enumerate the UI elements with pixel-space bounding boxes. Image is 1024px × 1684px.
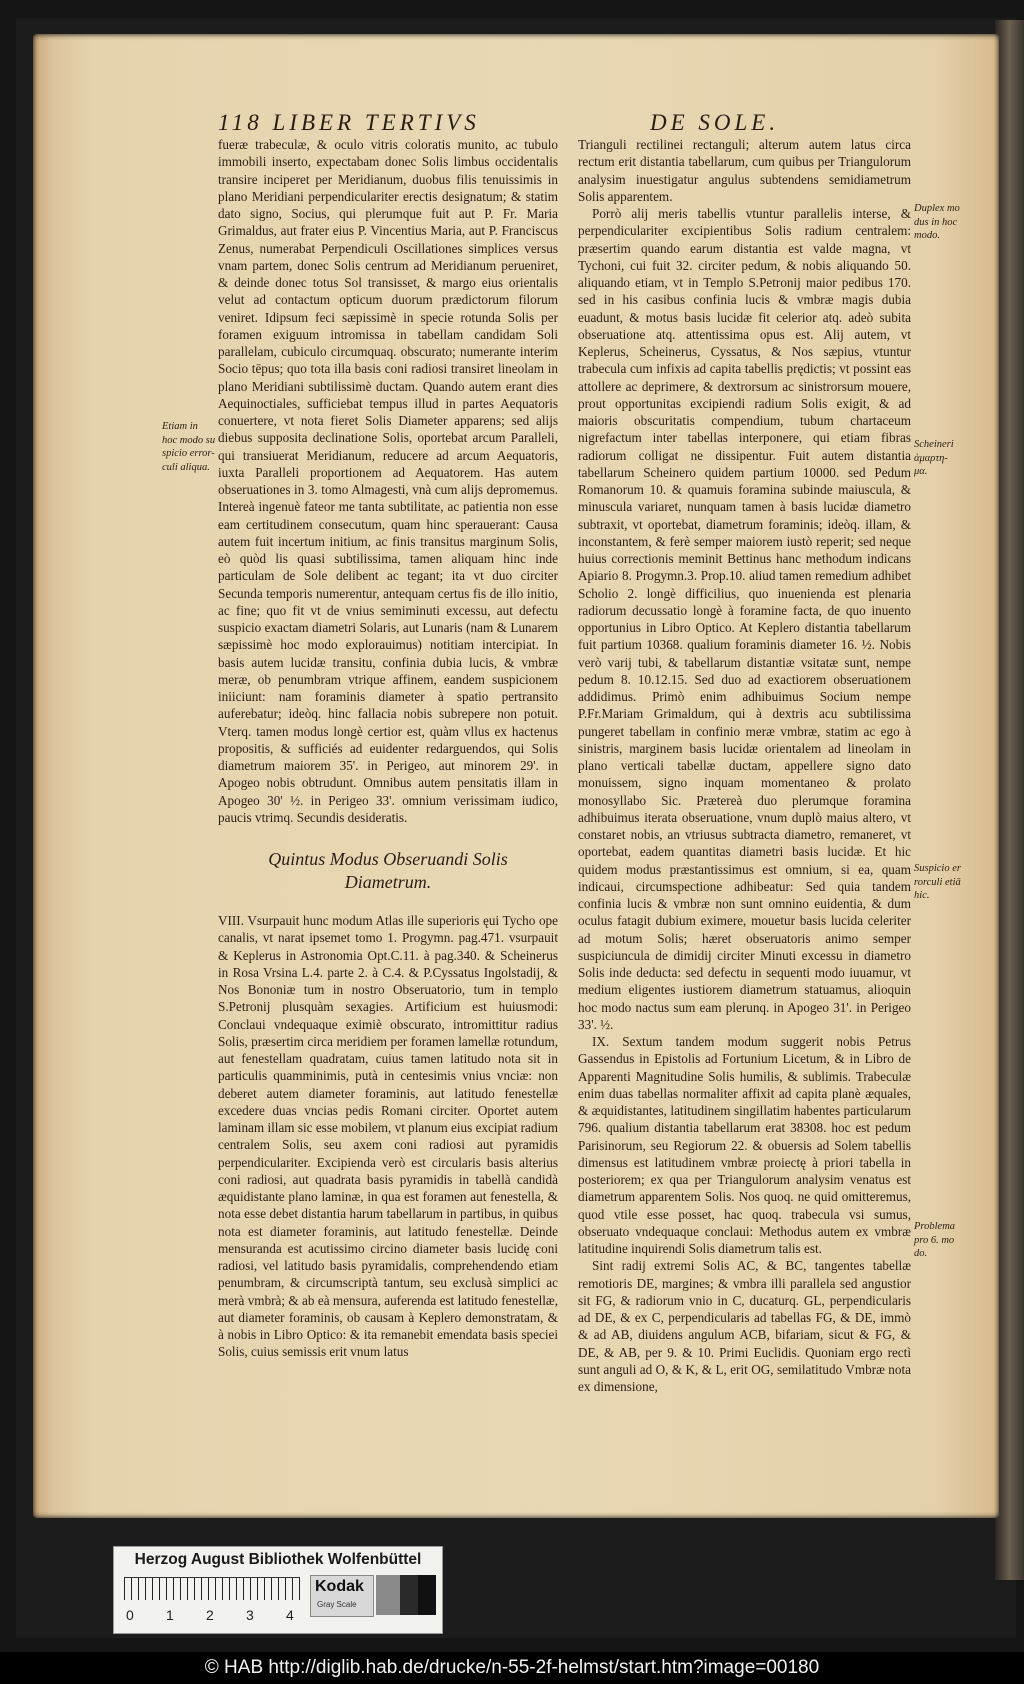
kodak-gray-scale: [310, 1575, 374, 1617]
copyright-footer: © HAB http://diglib.hab.de/drucke/n-55-2f-helmst/start.htm?image=00180: [0, 1652, 1024, 1684]
left-paragraph-1: fueræ trabeculæ, & oculo vitris coloratis munito, ac tubulo immobili inserto, expectabam donec Solis limbus occidentalis transire inciperet per Meridianum, duobus filis tenuissimis in plano Meridiani perpendiculariter erectis designatum; & statim dato signo, Socius, qui plerumque fuit aut P. Fr. Maria Grimaldus, aut frater eius P. Vincentius Maria, aut P. Franciscus Zenus, numerabat Perpendiculi Oscillationes simplices versus vnam partem, donec Solis centrum ad Meridianum perueniret, & deinde donec totus Sol transisset, & margo eius orientalis velut ad contactum opticum duorum prædictorum filorum veniret. Idipsum feci sæpissimè in specie rotunda Solis per foramen exiguum intromissa in tabellam candidam Soli parallelam, cubiculo circumquaq. obscurato; numerante interim Socio tēpus; quo tota illa basis coni radiosi transiret lineolam in plano Meridiani subtilissimè ductam. Quando autem erant dies Aequinoctiales, sufficiebat tempus illud in partes Aequatoris conuertere, vt nota fieret Solis Diameter apparens; sed alijs diebus supposita declinatione Solis, oportebat arcum Paralleli, qui transiuerat Meridianum, reducere ad arcum Aequatoris, iuxta Paralleli proportionem ad Aequatorem. Has autem obseruationes in 3. tomo Almagesti, vnà cum alijs depromemus. Intereà ingenuè fateor me tanta subtilitate, ac patientia non esse eam certitudinem consecutum, quam hinc sperauerant: Causa autem fuit incertum initium, ac finis transitus marginum Solis, eò quòd lis quasi subtilissima, tamen aliquam hinc inde particulam de Sole delibent ac tegant; ita vt duo circiter Secunda temporis numerentur, antequam certus fis de illo initio, ac fine; quo fit vt de vnius semiminuti excessu, aut defectu suspicio exactam diametri Solaris, aut Lunaris (nam & Lunarem sæpissimè hoc modo explorauimus) notitiam intercipiat. In basis autem lucidæ transitu, confinia dubia lucis, & vmbræ meræ, ob penumbram vtrique affinem, eandem suspicionem iniiciunt: nam foraminis diameter à spatio pertransito auferebatur; ideòq. hinc fallacia nobis subrepere non potuit. Vterq. tamen modus longè certior est, quàm vllus ex hactenus propositis, & sufficiés ad euidenter redarguendos, qui Solis diametrum maiorem 35'. in Perigeo, aut minorem 29'. in Apogeo nobis obtrudunt. Omnibus autem pensitatis illam in Apogeo 30' ½. in Perigeo 33'. omnium verissimam iudico, paucis vtrimq. Secundis desideratis.: [218, 137, 558, 825]
gray-patch-dark: [400, 1575, 418, 1615]
margin-note-right-2: Scheineri ἁμαρτη- μα.: [914, 439, 954, 477]
right-paragraph-3: IX. Sextum tandem modum suggerit nobis Petrus Gassendus in Epistolis ad Fortunium Licetum, & in Libro de Apparenti Magnitudine Solis humilis, & sublimis. Trabeculæ enim duas tabellas normaliter affixit ad capita planè æquales, & æquidistantes, latitudinem singillatim habentes particularum 796. qualium distantia tabellarum erat 38308. hoc est pedum Parisinorum, seu Regiorum 22. & obuersis ad Solem tabellis dimensus est latitudinem vmbræ proiectę à priori tabella in posteriorem; ex qua per Triangulorum analysim venatus est diametrum apparentem Solis. Nos quoq. ne quid omitteremus, quod vtile esse posset, hac quoq. trabecula vsi sumus, obseruato vndequaque conclaui: Methodus autem ex vmbræ latitudine inquirendi Solis diametrum talis est.: [578, 1034, 911, 1256]
section-title-line1: Quintus Modus Obseruandi Solis: [268, 849, 508, 869]
right-title: DE SOLE.: [650, 110, 780, 135]
right-paragraph-1: Trianguli rectilinei rectanguli; alterum autem latus circa rectum erit distantia tabellarum, cum quibus per Triangulorum analysim inuestigatur angulus subtendens semidiametrum Solis apparentem.: [578, 137, 911, 204]
left-title: LIBER TERTIVS: [272, 110, 480, 135]
section-title-line2: Diametrum.: [344, 872, 432, 892]
kodak-brand: Kodak: [315, 1578, 364, 1595]
margin-note-right-4: Problema pro 6. mo do.: [914, 1221, 956, 1259]
right-paragraph-4: Sint radij extremi Solis AC, & BC, tangentes tabellæ remotioris DE, margines; & vmbra illi parallela sed angustior sit FG, & radiorum vnio in C, ducaturq. GL, perpendicularis ad DE, & ex C, perpendicularis ad tabellas FG, & DE, immò & ad AB, diuidens angulum ACB, bifariam, sicut & FG, & DE, & AB, per 9. & 10. Primi Euclidis. Quoniam ergo rectì sunt anguli ad O, & K, & L, erit OG, semilatitudo Vmbræ nota ex dimensione,: [578, 1258, 911, 1394]
left-column: [218, 136, 558, 1361]
gray-patch-mid: [376, 1575, 400, 1615]
running-head-left: [218, 110, 480, 136]
kodak-subtitle: Gray Scale: [317, 1600, 357, 1609]
margin-note-right-1: Duplex mo dus in hoc modo.: [914, 203, 960, 241]
book-gutter: [995, 20, 1024, 1580]
left-paragraph-2: VIII. Vsurpauit hunc modum Atlas ille superioris ęui Tycho ope canalis, vt narat ipsemet tomo 1. Progymn. pag.471. vsurpauit & Keplerus in Astronomia Opt.C.11. à pag.340. & Scheinerus in Rosa Vrsina L.4. parte 2. à C.4. & P.Cyssatus Ingolstadij, & Nos Bononiæ tum in nostro Obseruatorio, tum in templo S.Petronij plusquàm sexagies. Artificium est huiusmodi: Conclaui vndequaque eximiè obscurato, intromittitur radius Solis, præsertim circa meridiem per foramen lamellæ rotundum, aut fenestellam quadratam, cuius tamen latitudo nota sit in particulis quamminimis, putà in centesimis vnius vnciæ: non deberet autem diameter foraminis, aut latitudo fenestellæ excedere duas vncias pedis Romani circiter. Oportet autem laminam illam sic esse mobilem, vt planum eius excipiat radium centralem Solis, seu axem coni radiosi aut pyramidis perpendiculariter. Excipienda verò est circularis basis alterius coni radiosi, aut quadrata basis pyramidis in tabellà candidà æquidistante plano laminæ, in qua est foramen aut fenestella, & nota esse debet distantia harum tabellarum in partibus, in quibus nota est diameter foraminis, aut latitudo fenestellæ. Deinde mensuranda est acutissimo circino diameter basis lucidę coni radiosi, vel latitudo basis pyramidalis, comprehendendo etiam penumbram, & circumscriptà tantum, seu exclusà simplici ac merà vmbrà; & ab eà mensura, auferenda est latitudo fenestellæ, aut diameter foraminis, ob causam à Keplero demonstratam, & à nobis in Libro Optico: & ita remanebit emendata basis speciei Solis, cuius semissis erit vnum latus: [218, 913, 558, 1360]
page-number: 118: [218, 110, 263, 135]
margin-note-left: Etiam in hoc modo su spicio error- culi aliqua.: [162, 421, 216, 473]
margin-note-right-3: Suspicio er rorculi etiā hic.: [914, 863, 961, 901]
section-heading: [218, 848, 558, 894]
color-calibration-card: Herzog August Bibliothek Wolfenbüttel 0 1 2 3 4 Kodak Gray Scale: [113, 1546, 443, 1634]
right-paragraph-2: Porrò alij meris tabellis vtuntur parallelis interse, & perpendiculariter excipientibus Solis radium centralem: præsertim quando earum distantia est valde magna, vt Tychoni, cui fuit 32. circiter pedum, & nobis aliquando 50. aliquando etiam, vt in Templo S.Petronij maior pedibus 170. sed in his casibus confinia lucis & vmbræ magis dubia euadunt, & motus basis lucidæ fit celerior atq. adeò subita obseruatione atq. attentissima opus est. Alij autem, vt Keplerus, Scheinerus, Cyssatus, & Nos sæpius, vtuntur trabecula cum infixis ad capita tabellis prędictis; vt possint eas attollere ac deprimere, & dextrorsum ac sinistrorsum mouere, prout opportunitas excipiendi radium Solis exigit, & ad maioris obscuritatis compendium, tubum chartaceum nigrefactum inter tabellas interponere, qui etiam fibras radiorum colligat ne dissipentur. Fuit autem distantia tabellarum Scheinero quidem partium 10000. sed Pedum Romanorum 10. & quamuis foramina subinde maiuscula, & minuscula variaret, nunquam tamen à basis lucidæ diametro subtraxit, vt oportebat, diametrum foraminis; ideòq. illam, & inconstantem, & ferè semper maiorem iustò reperit; sed neque huius correctionis meminit Bettinus hanc methodum indicans Apiario 8. Progymn.3. Prop.10. aliud tamen remedium adhibet Scholio 2. longè difficilius, quo inuenienda est plenaria radiorum decussatio longè à foramine facta, de quo inuento opportunius in Libro Optico. At Keplero distantia tabellarum fuit partium 10368. qualium foraminis diameter 16. ½. Nobis verò varij tubi, & tabellarum distantiæ vsitatæ sunt, nempe pedum 8. 10.12.15. Sed duo ad exactiorem obseruationem addidimus. Primò enim adhibuimus Socium nempe P.Fr.Mariam Grimaldum, qui à dextris acu subtilissima pungeret tabellam in confinio meræ vmbræ, statim ac ego à sinistris, marginem basis lucidæ orientalem ad lineolam in plano verticali tabellæ ductam, appellere signo dato monuissem, signo inquam momentaneo & prolato monosyllabo Sic. Prætereà duo plerumque foramina adhibuimus iterata obseruatione, vnum duplò maius altero, vt constaret nobis, an vtriusus subtracta diametro, remaneret, vt oportebat, eadem quantitas diametri basis lucidæ. Et hic quidem modus præstantissimus est omnium, si ea, quam indicaui, circumspectione adhibeatur: Sed quia tandem confinia lucis & vmbræ non sunt omnino euidentia, & dum oculus fatagit dubium eximere, mouetur basis lucida celeriter ad motum Solis; hæret obseruatoris animo semper suspiciuncula de dimidij circiter Minuti excessu in diametro Solis inde deducta: sed defectu in sequenti modo iuuamur, vt medium eligentes iustiorem diametrum statuamus, alioquin hoc modo nactus sum eam plerunq. in Apogeo 31'. in Perigeo 33'. ½.: [578, 206, 911, 1032]
ruler-scale: [124, 1577, 300, 1600]
right-column: [578, 136, 911, 1395]
gray-patch-black: [418, 1575, 436, 1615]
running-head-right: [650, 110, 779, 136]
library-name: Herzog August Bibliothek Wolfenbüttel: [134, 1551, 422, 1568]
